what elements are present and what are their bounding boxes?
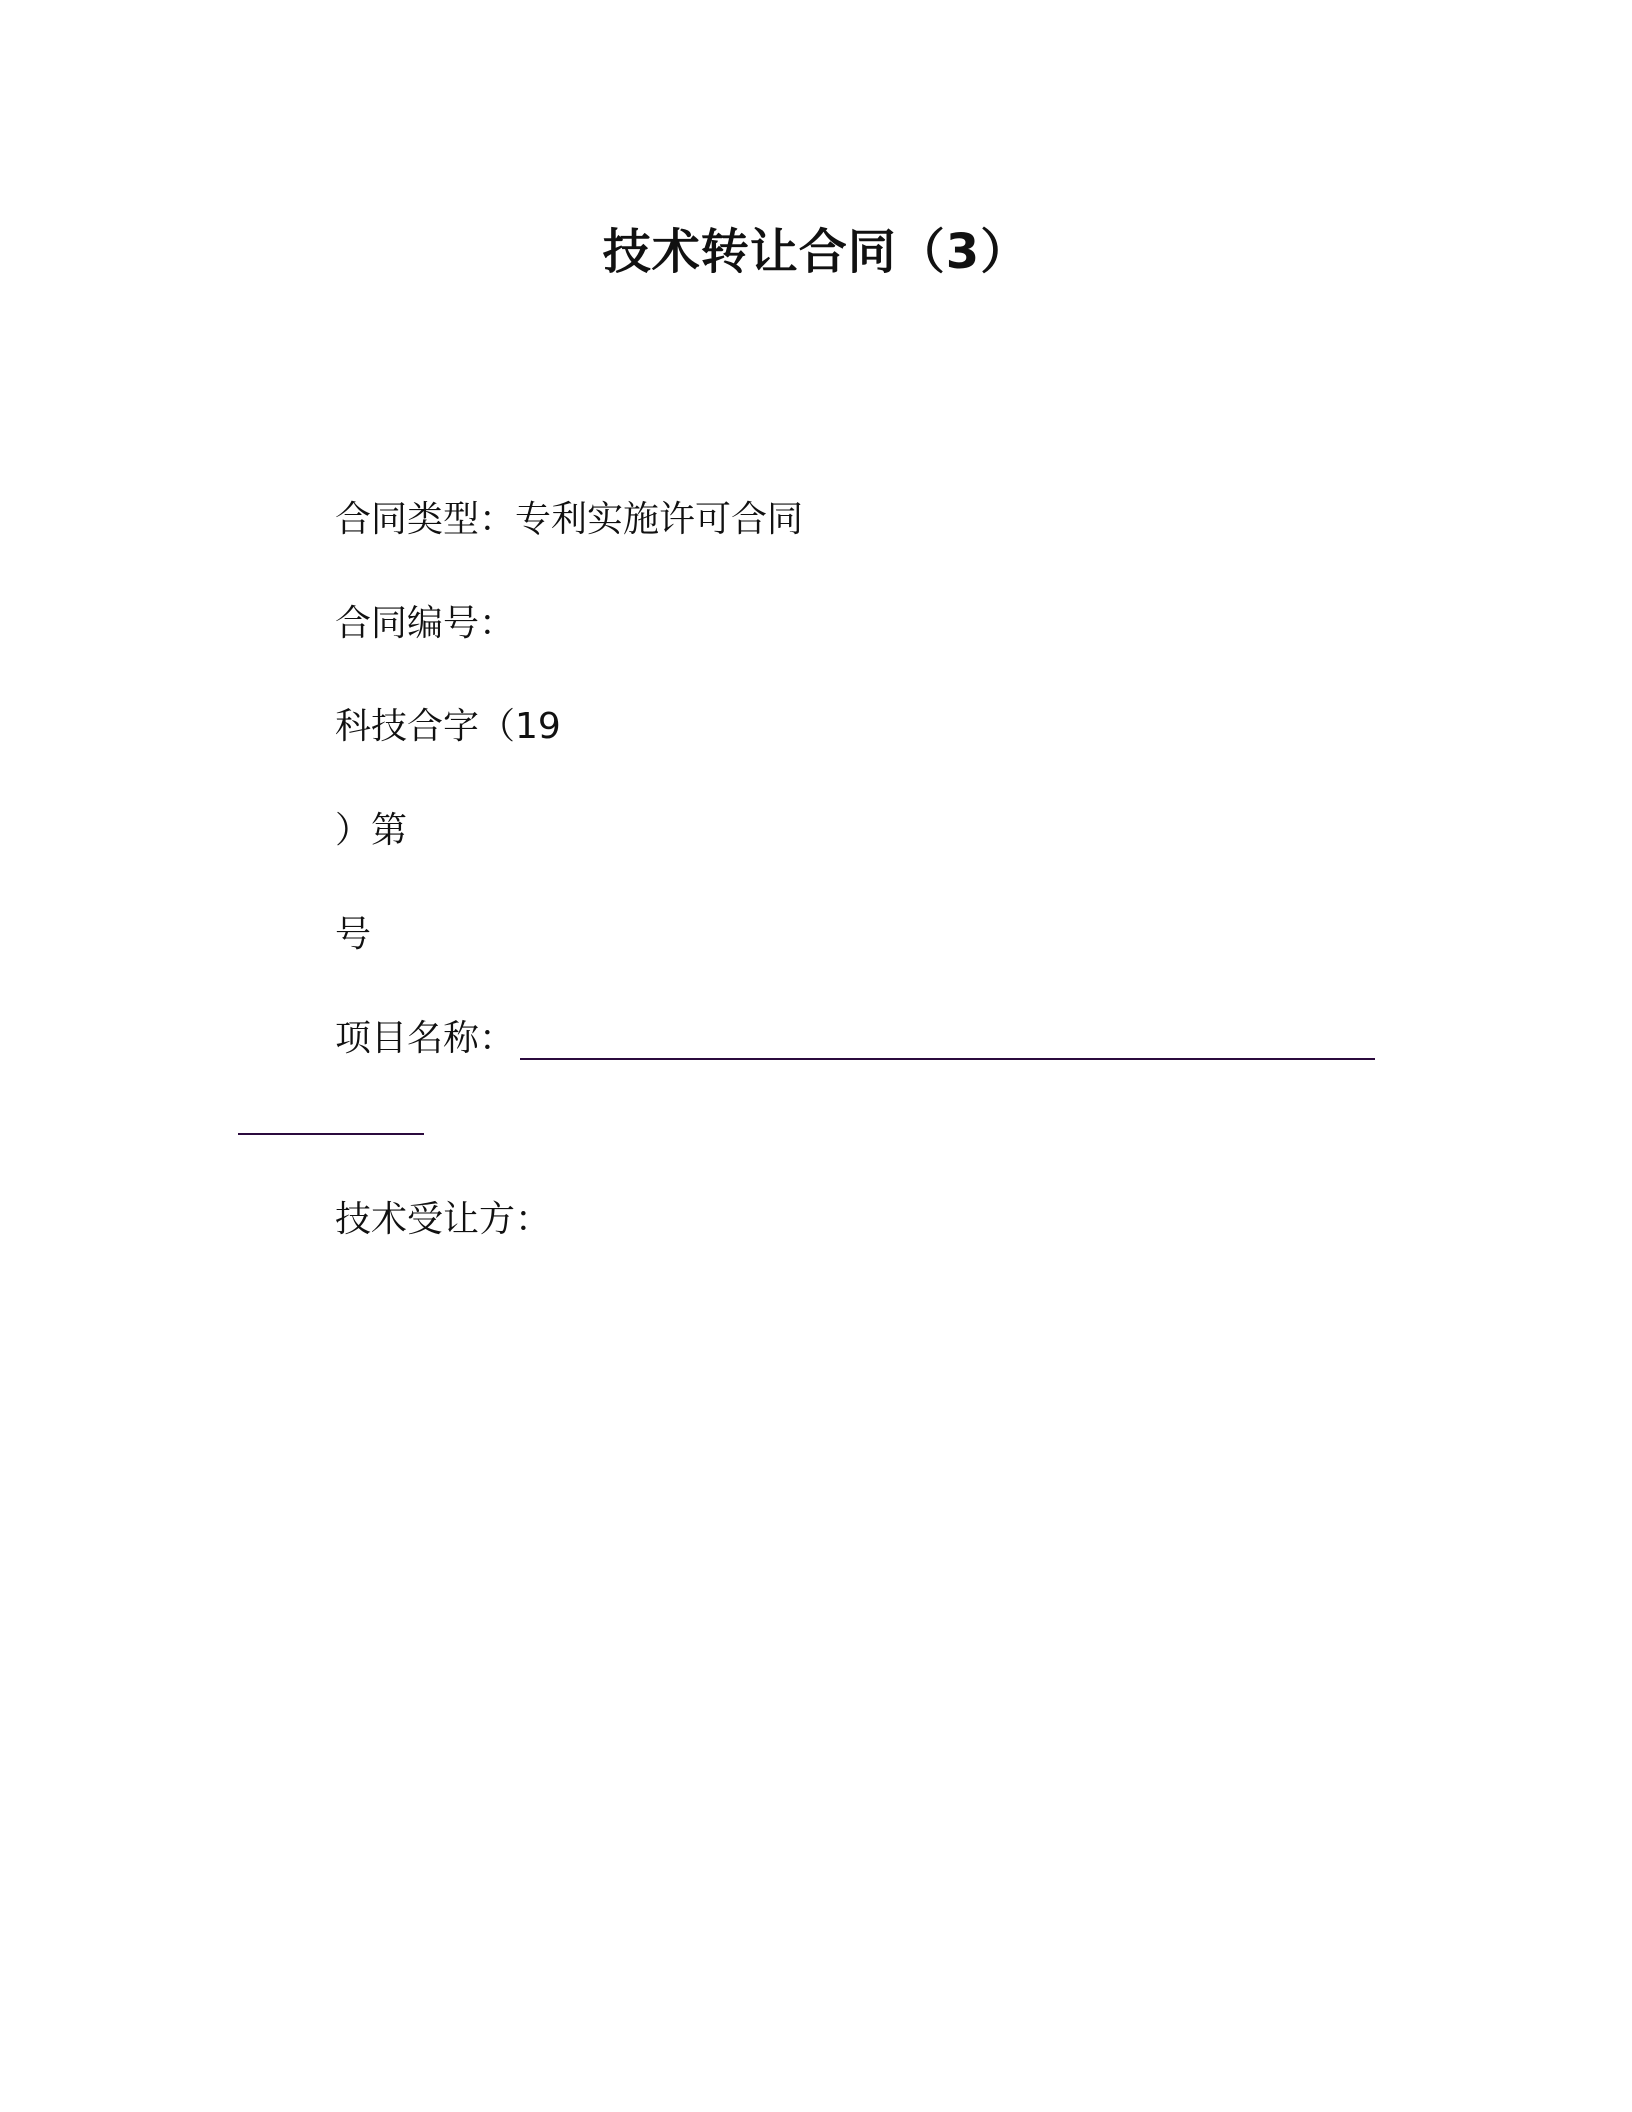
- contract-number-part2: ）第: [335, 810, 408, 851]
- contract-number-label: 合同编号：: [335, 603, 516, 644]
- transferee-label: 技术受让方：: [335, 1199, 552, 1240]
- contract-number-part1: 科技合字（19: [335, 706, 561, 747]
- project-name-label: 项目名称：: [335, 1018, 516, 1059]
- project-name-blank-line: [520, 1058, 1375, 1060]
- contract-number-part3: 号: [335, 914, 372, 955]
- project-name-blank-line-continued: [238, 1133, 424, 1135]
- contract-type-line: 合同类型：专利实施许可合同: [335, 499, 804, 540]
- document-title: 技术转让合同（3）: [602, 224, 1030, 280]
